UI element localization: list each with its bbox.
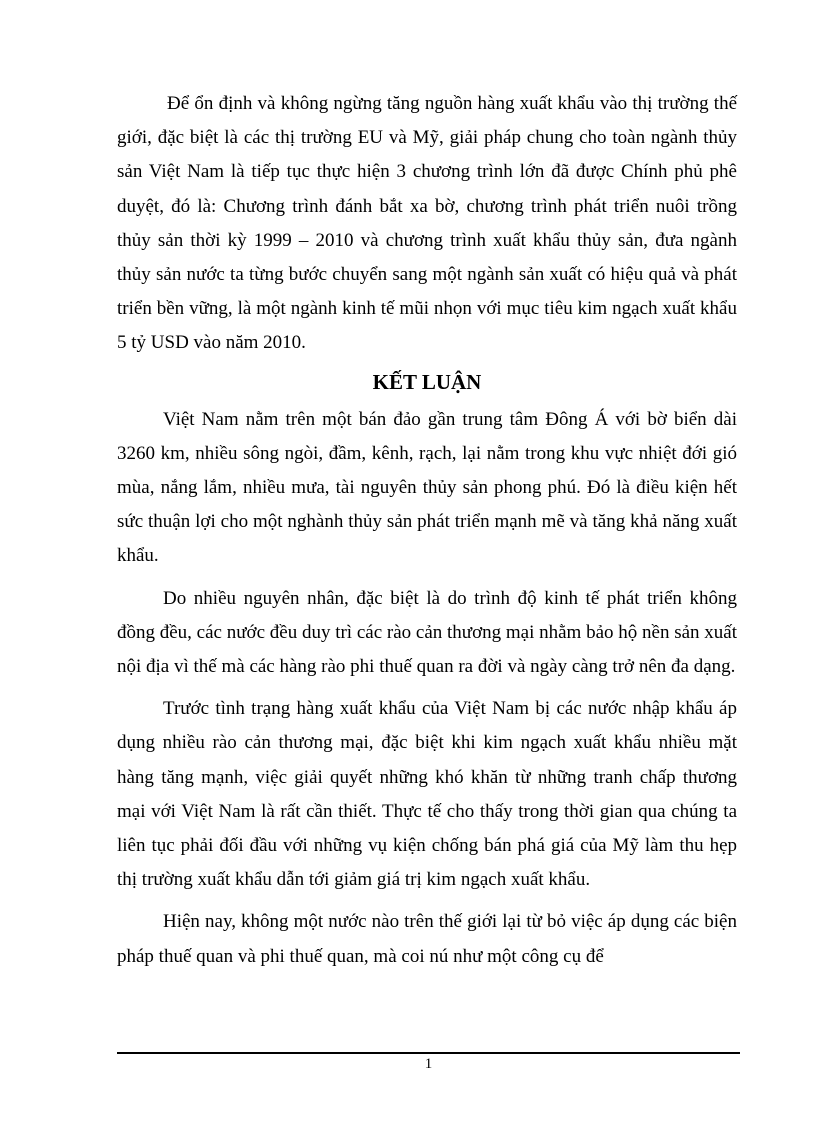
body-paragraph-1: Việt Nam nằm trên một bán đảo gần trung tâm Đông Á với bờ biển dài 3260 km, nhiều sông ngòi, đầm, kênh, rạch, lại nằm trong khu vực nhiệt đới gió mùa, nắng lắm, nhiều mưa, tài nguyên thủy sản phong phú. Đó là điều kiện hết sức thuận lợi cho một nghành thủy sản phát triển mạnh mẽ và tăng khả năng xuất khẩu. <box>117 408 737 567</box>
body-paragraph-3: Trước tình trạng hàng xuất khẩu của Việt Nam bị các nước nhập khẩu áp dụng nhiều rào cản thương mại, đặc biệt khi kim ngạch xuất khẩu nhiều mặt hàng tăng mạnh, việc giải quyết những khó khăn từ những tranh chấp thương mại với Việt Nam là rất cần thiết. Thực tế cho thấy trong thời gian qua chúng ta liên tục phải đối đầu với những vụ kiện chống bán phá giá của Mỹ làm thu hẹp thị trường xuất khẩu dẫn tới giảm giá trị kim ngạch xuất khẩu. <box>117 698 737 891</box>
intro-paragraph: Để ổn định và không ngừng tăng nguồn hàng xuất khẩu vào thị trường thế giới, đặc biệt là các thị trường EU và Mỹ, giải pháp chung cho toàn ngành thủy sản Việt Nam là tiếp tục thực hiện 3 chương trình lớn đã được Chính phủ phê duyệt, đó là: Chương trình đánh bắt xa bờ, chương trình phát triển nuôi trồng thủy sản thời kỳ 1999 – 2010 và chương trình xuất khẩu thủy sản, đưa ngành thủy sản nước ta từng bước chuyển sang một ngành sản xuất có hiệu quả và phát triển bền vững, là một ngành kinh tế mũi nhọn với mục tiêu kim ngạch xuất khẩu 5 tỷ USD vào năm 2010. <box>117 93 737 354</box>
body-paragraph-4: Hiện nay, không một nước nào trên thế giới lại từ bỏ việc áp dụng các biện pháp thuế quan và phi thuế quan, mà coi nú như một công cụ để <box>117 911 737 967</box>
footer-rule <box>117 1052 740 1054</box>
body-paragraph-2: Do nhiều nguyên nhân, đặc biệt là do trình độ kinh tế phát triển không đồng đều, các nước đều duy trì các rào cản thương mại nhằm bảo hộ nền sản xuất nội địa vì thế mà các hàng rào phi thuế quan ra đời và ngày càng trở nên đa dạng. <box>117 587 737 678</box>
document-body <box>117 87 737 974</box>
section-heading: KẾT LUẬN <box>372 369 482 394</box>
page-number: 1 <box>424 1056 433 1072</box>
